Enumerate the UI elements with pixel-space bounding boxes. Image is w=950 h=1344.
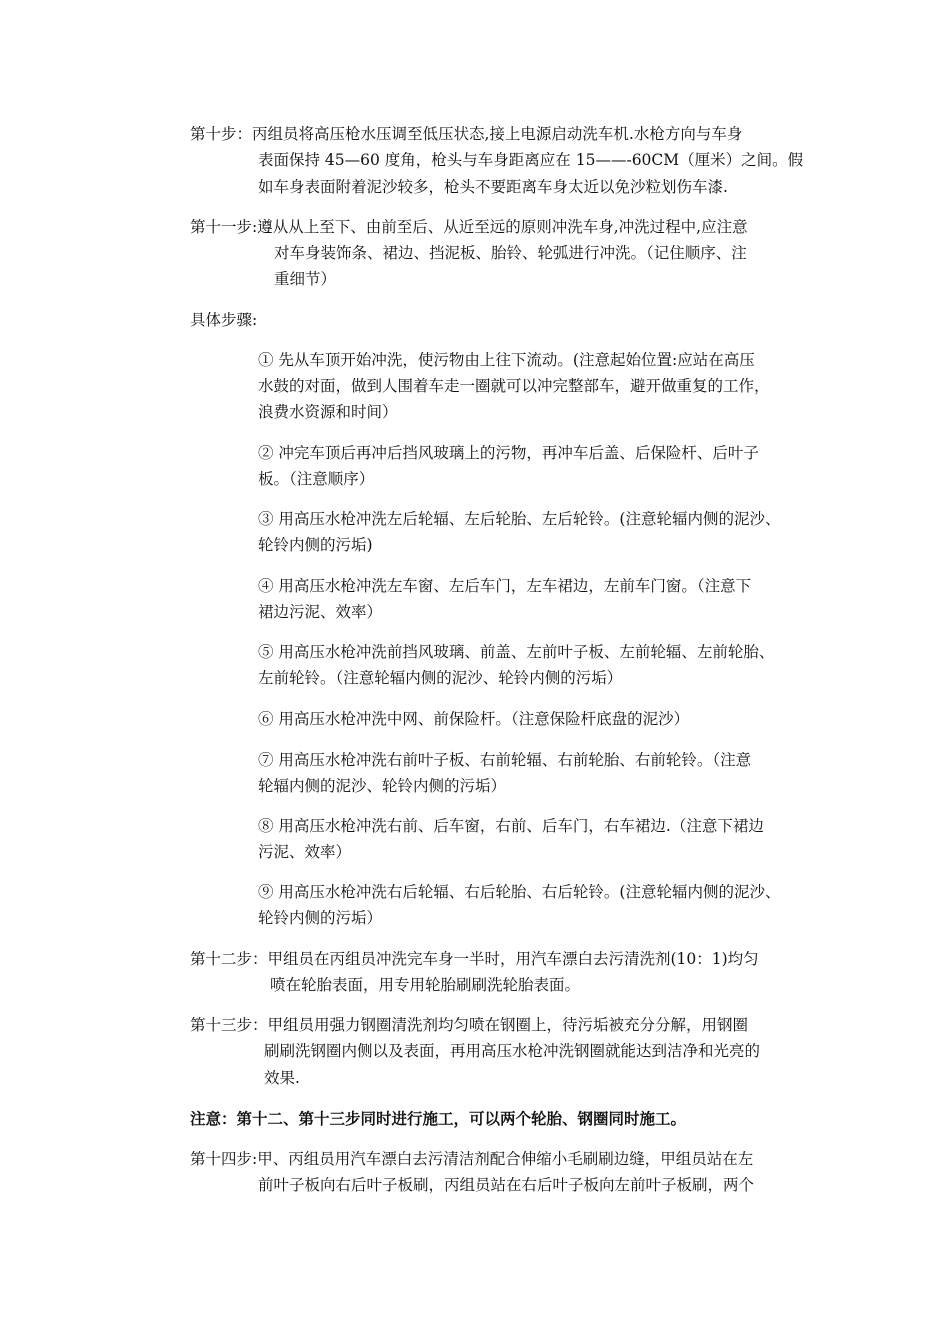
item7-line2: 轮辐内侧的泥沙、轮铃内侧的污垢）: [258, 777, 507, 795]
step12-line2: 喷在轮胎表面，用专用轮胎刷刷洗轮胎表面。: [270, 976, 581, 994]
specific-steps-heading: 具体步骤:: [190, 311, 258, 329]
item5-line1: ⑤ 用高压水枪冲洗前挡风玻璃、前盖、左前叶子板、左前轮辐、左前轮胎、: [258, 643, 775, 661]
step14-line1: 第十四步:甲、丙组员用汽车漂白去污清洁剂配合伸缩小毛刷刷边缝，甲组员站在左: [190, 1150, 754, 1168]
item2-line2: 板。（注意顺序）: [258, 470, 375, 488]
step10-line3: 如车身表面附着泥沙较多，枪头不要距离车身太近以免沙粒划伤车漆.: [258, 178, 728, 196]
item3-line2: 轮铃内侧的污垢): [258, 536, 373, 554]
item9-line1: ⑨ 用高压水枪冲洗右后轮辐、右后轮胎、右后轮铃。(注意轮辐内侧的泥沙、: [258, 883, 781, 901]
step10-line1: 第十步：丙组员将高压枪水压调至低压状态,接上电源启动洗车机.水枪方向与车身: [190, 125, 743, 143]
item1-line3: 浪费水资源和时间）: [258, 403, 398, 421]
step13-line3: 效果.: [264, 1069, 300, 1087]
item8-line1: ⑧ 用高压水枪冲洗右前、后车窗，右前、后车门，右车裙边.（注意下裙边: [258, 817, 764, 835]
item3-line1: ③ 用高压水枪冲洗左后轮辐、左后轮胎、左后轮铃。(注意轮辐内侧的泥沙、: [258, 510, 781, 528]
step11-line1: 第十一步:遵从从上至下、由前至后、从近至远的原则冲洗车身,冲洗过程中,应注意: [190, 218, 748, 236]
item6-line1: ⑥ 用高压水枪冲洗中网、前保险杆。（注意保险杆底盘的泥沙）: [258, 710, 690, 728]
item1-line1: ① 先从车顶开始冲洗，使污物由上往下流动。(注意起始位置:应站在高压: [258, 351, 755, 369]
step11-line3: 重细节）: [274, 270, 337, 288]
item4-line1: ④ 用高压水枪冲洗左车窗、左后车门，左车裙边，左前车门窗。（注意下: [258, 577, 752, 595]
step10-line2: 表面保持 45—60 度角，枪头与车身距离应在 15——-60CM（厘米）之间。假: [258, 151, 804, 169]
step14-line2: 前叶子板向右后叶子板刷，丙组员站在右后叶子板向左前叶子板刷，两个: [258, 1176, 755, 1194]
item2-line1: ② 冲完车顶后再冲后挡风玻璃上的污物，再冲车后盖、后保险杆、后叶子: [258, 444, 759, 462]
step11-line2: 对车身装饰条、裙边、挡泥板、胎铃、轮弧进行冲洗。（记住顺序、注: [274, 244, 747, 262]
step13-line2: 刷刷洗钢圈内侧以及表面，再用高压水枪冲洗钢圈就能达到洁净和光亮的: [264, 1042, 761, 1060]
item9-line2: 轮铃内侧的污垢）: [258, 909, 383, 927]
step13-line1: 第十三步：甲组员用强力钢圈清洗剂均匀喷在钢圈上，待污垢被充分分解，用钢圈: [190, 1016, 749, 1034]
item5-line2: 左前轮铃。（注意轮辐内侧的泥沙、轮铃内侧的污垢）: [258, 669, 623, 687]
item7-line1: ⑦ 用高压水枪冲洗右前叶子板、右前轮辐、右前轮胎、右前轮铃。（注意: [258, 751, 752, 769]
note-bold: 注意：第十二、第十三步同时进行施工，可以两个轮胎、钢圈同时施工。: [190, 1109, 687, 1128]
item8-line2: 污泥、效率）: [258, 843, 352, 861]
item1-line2: 水鼓的对面，做到人围着车走一圈就可以冲完整部车，避开做重复的工作，: [258, 377, 770, 395]
step12-line1: 第十二步：甲组员在丙组员冲洗完车身一半时，用汽车漂白去污清洗剂(10：1)均匀: [190, 950, 759, 968]
item4-line2: 裙边污泥、效率）: [258, 603, 383, 621]
